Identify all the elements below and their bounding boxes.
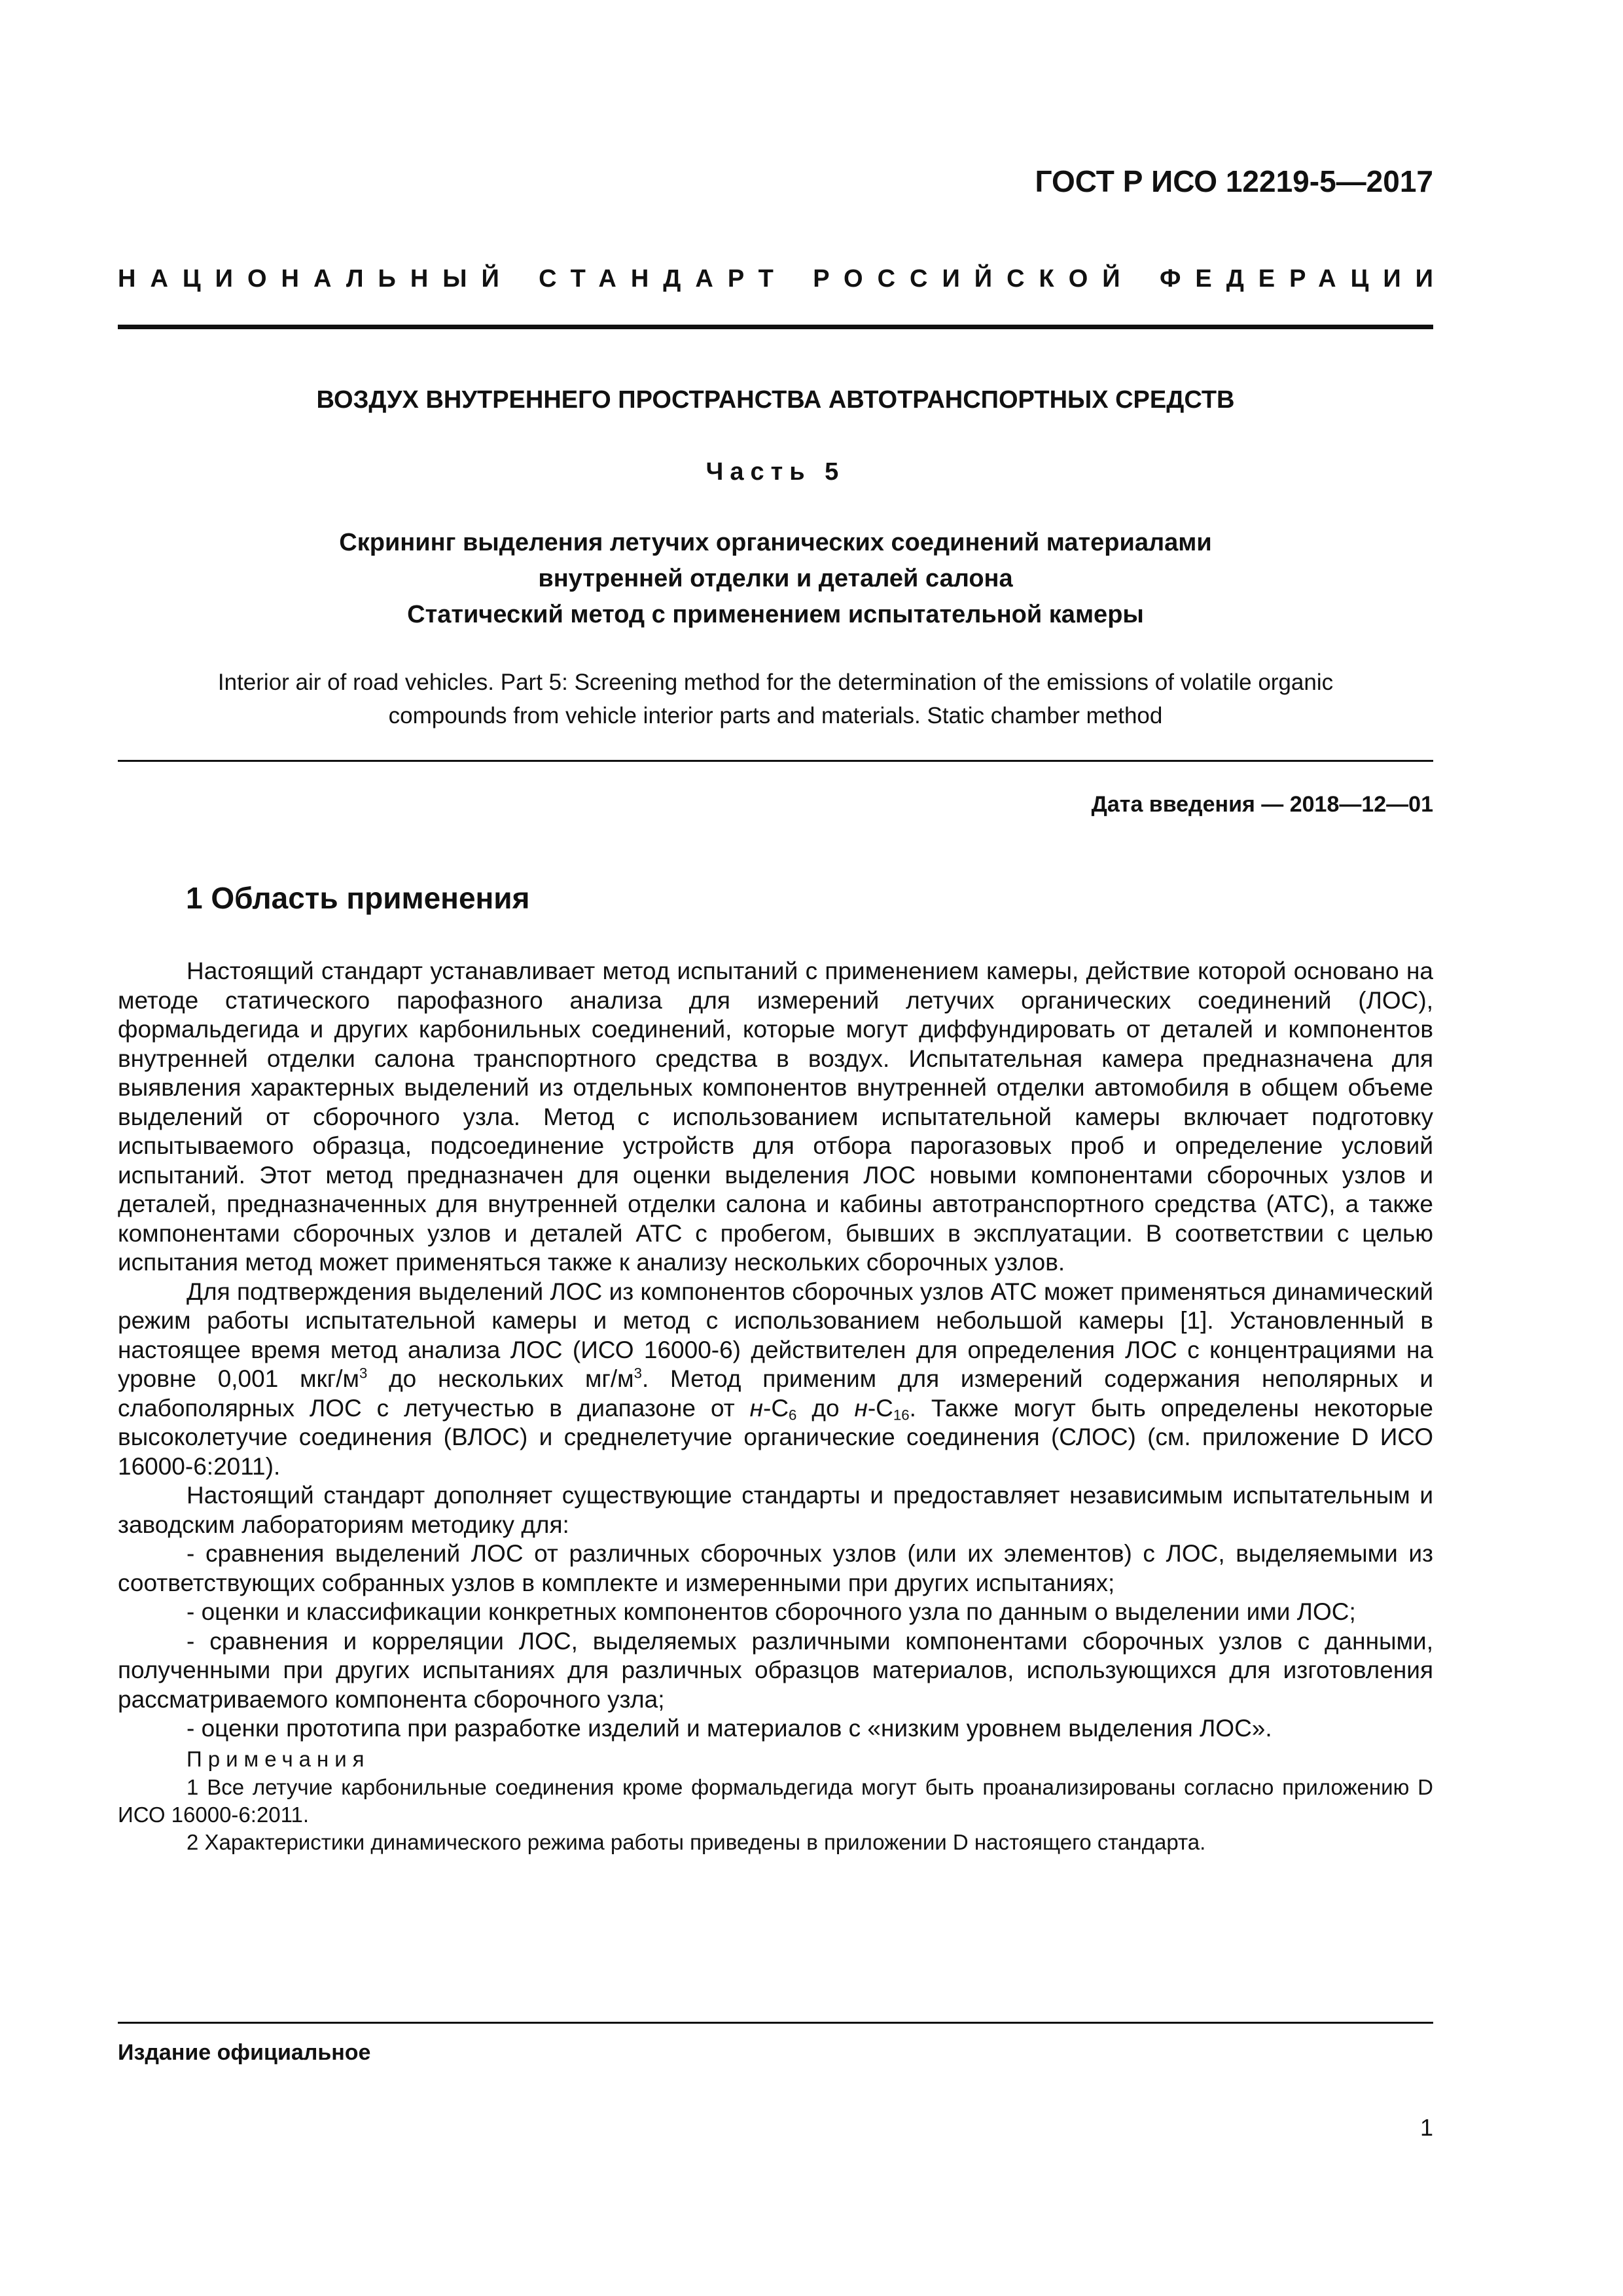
subtitle-line: внутренней отделки и деталей салона (538, 565, 1013, 592)
national-word: РОССИЙСКОЙ (813, 265, 1135, 293)
section-body (118, 957, 1433, 1856)
national-word: ФЕДЕРАЦИИ (1159, 265, 1448, 293)
list-item: - оценки и классификации конкретных компонентов сборочного узла по данным о выделении ими ЛОС; (187, 1598, 1356, 1625)
subtitle-line: Статический метод с применением испытательной камеры (407, 601, 1144, 628)
paragraph: Для подтверждения выделений ЛОС из компонентов сборочных узлов АТС может применяться динамический режим работы испытательной камеры и метод с использованием небольшой камеры [1]. Установленный в настоящее время метод анализа ЛОС (ИСО 16000-6) действителен для определения ЛОС с концентрациями на уровне 0,001 мкг/$м^3$ до нескольких $мг/м^3$. Метод применим для измерений содержания неполярных и слабополярных ЛОС с летучестью в диапазоне от $н-С_6$ до $н-С_{16}$. Также могут быть определены некоторые высоколетучие соединения (ВЛОС) и среднелетучие органические соединения (СЛОС) (см. приложение D ИСО 16000-6:2011). (118, 1278, 1433, 1480)
introduction-date: Дата введения — 2018—12—01 (1091, 792, 1433, 817)
document-title: ВОЗДУХ ВНУТРЕННЕГО ПРОСТРАНСТВА АВТОТРАНСПОРТНЫХ СРЕДСТВ (316, 386, 1235, 414)
notes-heading: Примечания (187, 1746, 370, 1771)
english-title-line: Interior air of road vehicles. Part 5: Screening method for the determination of the emissions of volatile organic (217, 670, 1334, 695)
page-number: 1 (1419, 2114, 1433, 2141)
standard-number: ГОСТ Р ИСО 12219-5—2017 (1035, 164, 1433, 198)
subtitle-line: Скрининг выделения летучих органических соединений материалами (339, 529, 1212, 556)
title-rule (118, 760, 1433, 762)
national-word: НАЦИОНАЛЬНЫЙ (118, 265, 514, 293)
national-standard-line (118, 265, 1448, 293)
list-item: - сравнения выделений ЛОС от различных сборочных узлов (или их элементов) с ЛОС, выделяемыми из соответствующих собранных узлов в комплекте и измеренными при других испытаниях; (118, 1540, 1433, 1596)
paragraph: Настоящий стандарт дополняет существующие стандарты и предоставляет независимым испытательным и заводским лабораториям методику для: (118, 1482, 1433, 1538)
english-title-line: compounds from vehicle interior parts and materials. Static chamber method (388, 703, 1163, 728)
header-rule (118, 325, 1433, 329)
section-heading: 1 Область применения (186, 881, 530, 915)
footer-rule (118, 2022, 1433, 2024)
list-item: - сравнения и корреляции ЛОС, выделяемых различными компонентами сборочных узлов с данными, полученными при других испытаниях для различных образцов материалов, использующихся для изготовления рассматриваемого компонента сборочного узла; (118, 1627, 1433, 1713)
document-subtitle (118, 525, 1433, 633)
national-word: СТАНДАРТ (539, 265, 788, 293)
edition-label: Издание официальное (118, 2040, 371, 2065)
note: 2 Характеристики динамического режима работы приведены в приложении D настоящего стандарта. (187, 1830, 1206, 1854)
paragraph: Настоящий стандарт устанавливает метод испытаний с применением камеры, действие которой основано на методе статического парофазного анализа для измерений летучих органических соединений (ЛОС), формальдегида и других карбонильных соединений, которые могут диффундировать от деталей и компонентов внутренней отделки салона транспортного средства в воздух. Испытательная камера предназначена для выявления характерных выделений из отдельных компонентов внутренней отделки автомобиля в общем объеме выделений от сборочного узла. Метод с использованием испытательной камеры включает подготовку испытываемого образца, подсоединение устройств для отбора парогазовых проб и определение условий испытаний. Этот метод предназначен для оценки выделения ЛОС новыми компонентами сборочных узлов и деталей, предназначенных для внутренней отделки салона и кабины автотранспортного средства (АТС), а также компонентами сборочных узлов и деталей АТС с пробегом, бывших в эксплуатации. В соответствии с целью испытания метод может применяться также к анализу нескольких сборочных узлов. (118, 958, 1433, 1276)
english-title (118, 666, 1433, 732)
part-label: Часть 5 (705, 458, 846, 486)
note: 1 Все летучие карбонильные соединения кроме формальдегида могут быть проанализированы согласно приложению D ИСО 16000-6:2011. (118, 1775, 1433, 1827)
list-item: - оценки прототипа при разработке изделий и материалов с «низким уровнем выделения ЛОС». (187, 1715, 1272, 1742)
